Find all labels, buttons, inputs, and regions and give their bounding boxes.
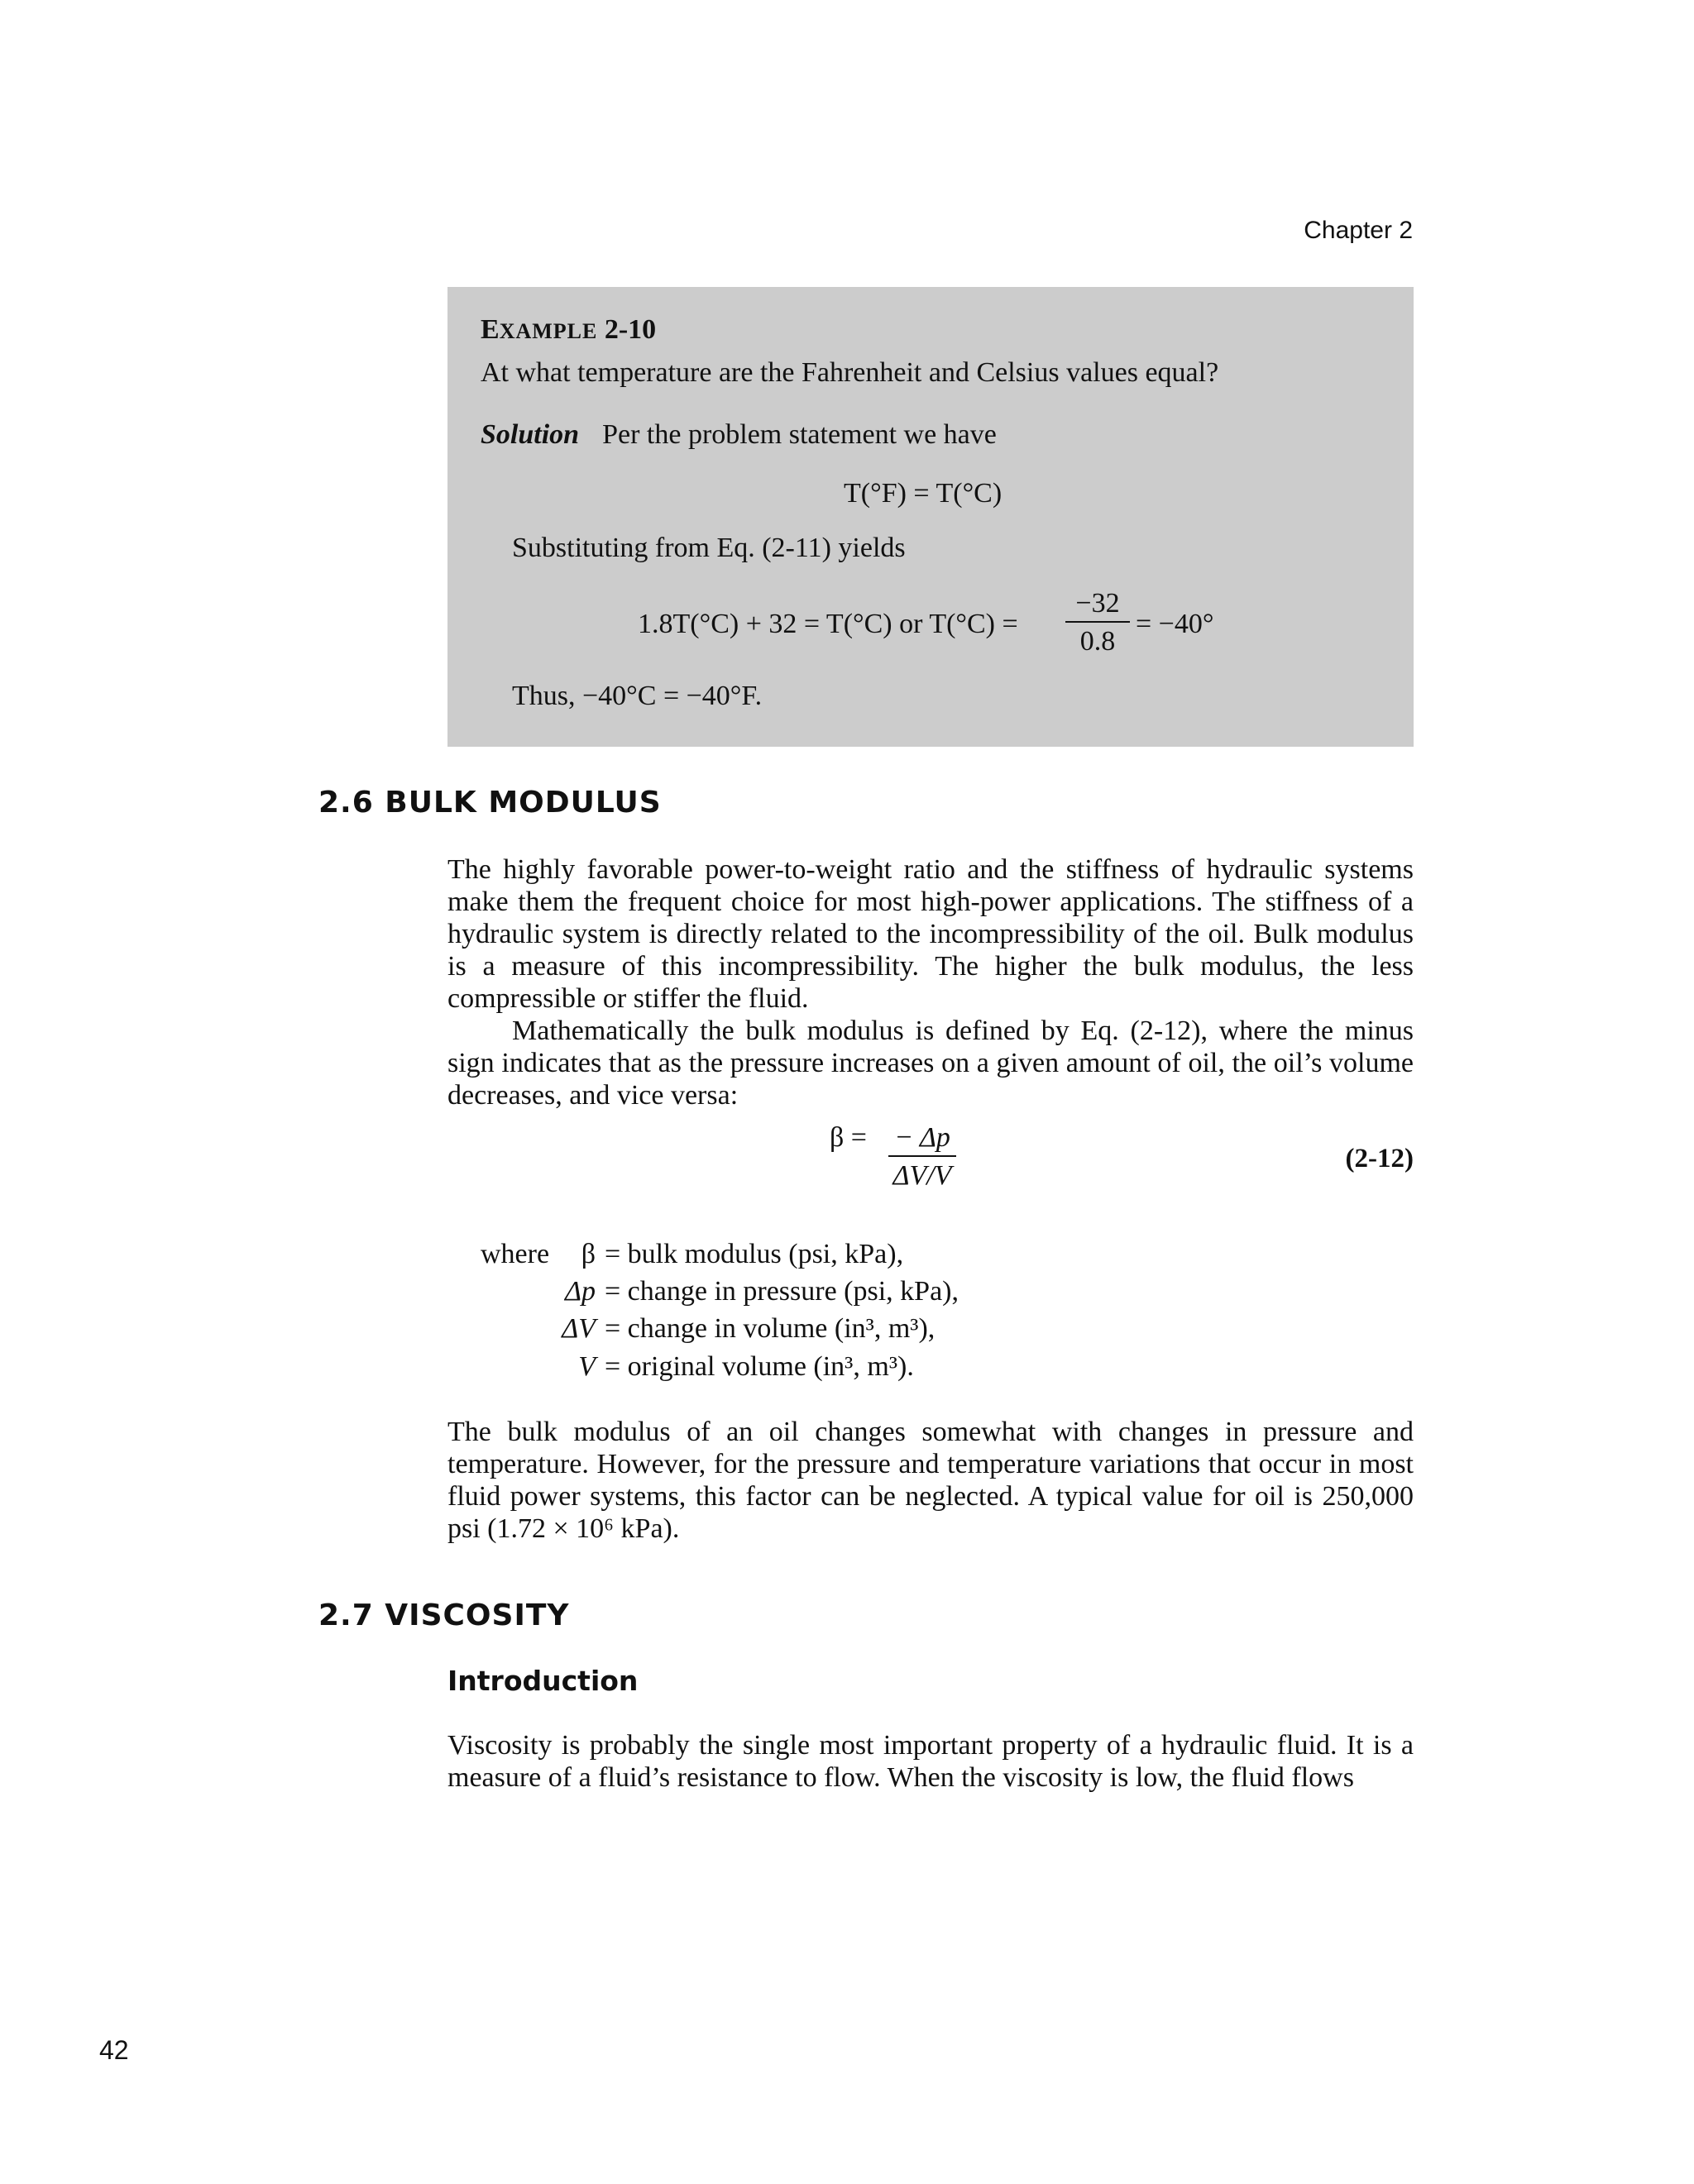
substituting-text: Substituting from Eq. (2-11) yields [512, 533, 906, 563]
definition-text: = bulk modulus (psi, kPa), [605, 1239, 904, 1269]
equation-1: T(°F) = T(°C) [844, 478, 1003, 509]
example-title [481, 314, 656, 346]
definition-symbol: V [578, 1351, 596, 1382]
running-header: Chapter 2 [1304, 217, 1413, 244]
definition-symbol: β [581, 1239, 596, 1269]
equation-number: (2-12) [1345, 1144, 1414, 1173]
bulk-modulus-denominator: ΔV/V [892, 1160, 952, 1191]
example-title-prefix: E [481, 314, 500, 345]
equation-2-fraction [1065, 588, 1130, 657]
definition-text: = change in pressure (psi, kPa), [605, 1276, 959, 1307]
bulk-modulus-numerator: − Δp [888, 1122, 956, 1157]
where-label: where [481, 1239, 550, 1269]
equation-2-denominator: 0.8 [1079, 626, 1116, 657]
bulk-modulus-fraction [888, 1122, 956, 1192]
bulk-modulus-equation-lhs: β = [830, 1122, 867, 1153]
example-question: At what temperature are the Fahrenheit and Celsius values equal? [481, 357, 1219, 388]
example-box [447, 287, 1414, 747]
paragraph-bulk-modulus-3: The bulk modulus of an oil changes somewhat with changes in pressure and temperature. However, for the pressure and temperature variations that occur in most fluid power systems, this factor can be neglected. A typical value for oil is 250,000 psi (1.72 × 10⁶ kPa). [447, 1417, 1414, 1544]
paragraph-bulk-modulus-2: Mathematically the bulk modulus is defined by Eq. (2-12), where the minus sign indicates that as the pressure increases on a given amount of oil, the oil’s volume decreases, and vice versa: [447, 1016, 1414, 1111]
paragraph-bulk-modulus-1: The highly favorable power-to-weight ratio and the stiffness of hydraulic systems make them the frequent choice for most high-power applications. The stiffness of a hydraulic system is directly related to the incompressibility of the oil. Bulk modulus is a measure of this incompressibility. The higher the bulk modulus, the less compressible or stiffer the fluid. [447, 854, 1414, 1014]
equation-2-lhs: 1.8T(°C) + 32 = T(°C) or T(°C) = [638, 609, 1018, 639]
definition-text: = change in volume (in³, m³), [605, 1313, 936, 1344]
conclusion-text: Thus, −40°C = −40°F. [512, 681, 763, 711]
example-title-smallcaps: XAMPLE [499, 319, 598, 343]
example-solution [481, 419, 997, 451]
definition-symbol: ΔV [562, 1313, 596, 1344]
definition-symbol: Δp [565, 1276, 596, 1307]
section-heading-bulk-modulus: 2.6 BULK MODULUS [318, 786, 662, 820]
equation-2-rhs: = −40° [1136, 609, 1214, 639]
page-number: 42 [99, 2035, 129, 2065]
section-heading-viscosity: 2.7 VISCOSITY [318, 1599, 570, 1632]
paragraph-viscosity-1: Viscosity is probably the single most important property of a hydraulic fluid. It is a measure of a fluid’s resistance to flow. When the viscosity is low, the fluid flows [447, 1730, 1414, 1793]
equation-2-numerator: −32 [1065, 588, 1130, 623]
solution-label: Solution [481, 419, 580, 450]
subheading-introduction: Introduction [447, 1665, 639, 1697]
example-number: 2-10 [604, 314, 657, 345]
solution-text: Per the problem statement we have [602, 419, 997, 450]
definition-text: = original volume (in³, m³). [605, 1351, 914, 1382]
